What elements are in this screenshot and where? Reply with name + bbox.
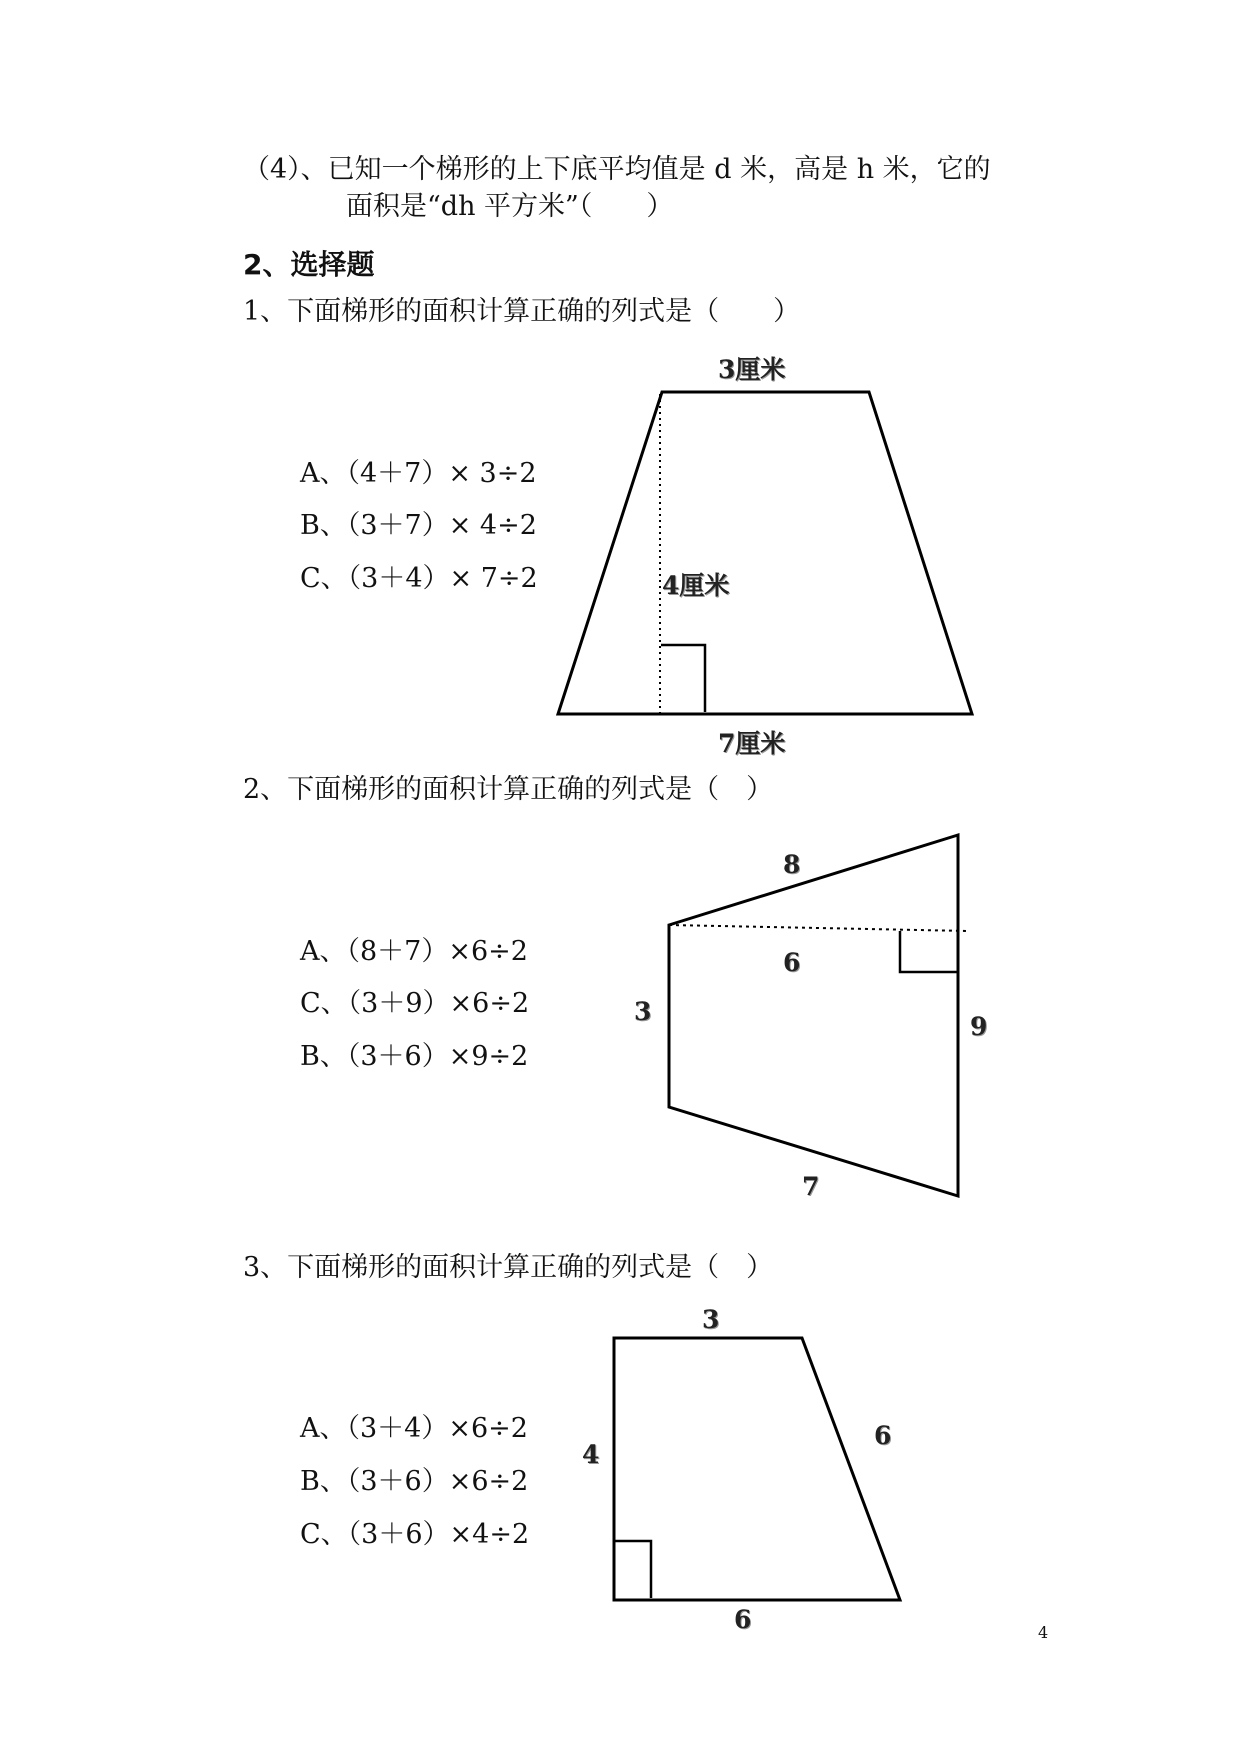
question-2-option-a: A、（8＋7）×6÷2 [300,936,528,967]
question-1-option-c: C、（3＋4）× 7÷2 [300,563,538,594]
question-2-height-label: 6 [783,948,801,977]
question-2-option-c: C、（3＋9）×6÷2 [300,988,530,1019]
question-1-stem: 1、下面梯形的面积计算正确的列式是（ ） [243,296,801,327]
question-3-option-c: C、（3＋6）×4÷2 [300,1519,530,1550]
question-2-left-label: 3 [634,997,652,1026]
question-3-option-b: B、（3＋6）×6÷2 [300,1466,529,1497]
question-1-bottom-label: 7厘米 [718,729,786,758]
question-1-option-a: A、（4＋7）× 3÷2 [300,458,537,489]
question-3-top-label: 3 [702,1305,720,1334]
question-3-bottom-label: 6 [734,1605,752,1634]
question-2-stem: 2、下面梯形的面积计算正确的列式是（ ） [243,774,774,805]
page-number: 4 [1038,1623,1049,1642]
question-1-height-label: 4厘米 [662,571,730,600]
question-3-stem: 3、下面梯形的面积计算正确的列式是（ ） [243,1252,774,1283]
question-3-slant-label: 6 [874,1421,892,1450]
judge-item-4-line1: （4）、已知一个梯形的上下底平均值是 d 米，高是 h 米，它的 [243,154,991,185]
trapezoid-3-right-angle-mark [615,1541,651,1598]
question-3-left-label: 4 [582,1440,600,1469]
question-2-option-b: B、（3＋6）×9÷2 [300,1041,529,1072]
trapezoid-3-outline [614,1338,900,1600]
question-2-slant-top-label: 8 [783,850,801,879]
question-1-option-b: B、（3＋7）× 4÷2 [300,510,537,541]
section-title: 2、选择题 [243,248,375,281]
question-2-slant-bottom-label: 7 [802,1172,820,1201]
question-1-top-label: 3厘米 [718,355,786,384]
judge-item-4-line2: 面积是“dh 平方米”（ ） [346,191,674,222]
question-3-option-a: A、（3＋4）×6÷2 [300,1413,528,1444]
question-2-right-label: 9 [970,1012,988,1041]
